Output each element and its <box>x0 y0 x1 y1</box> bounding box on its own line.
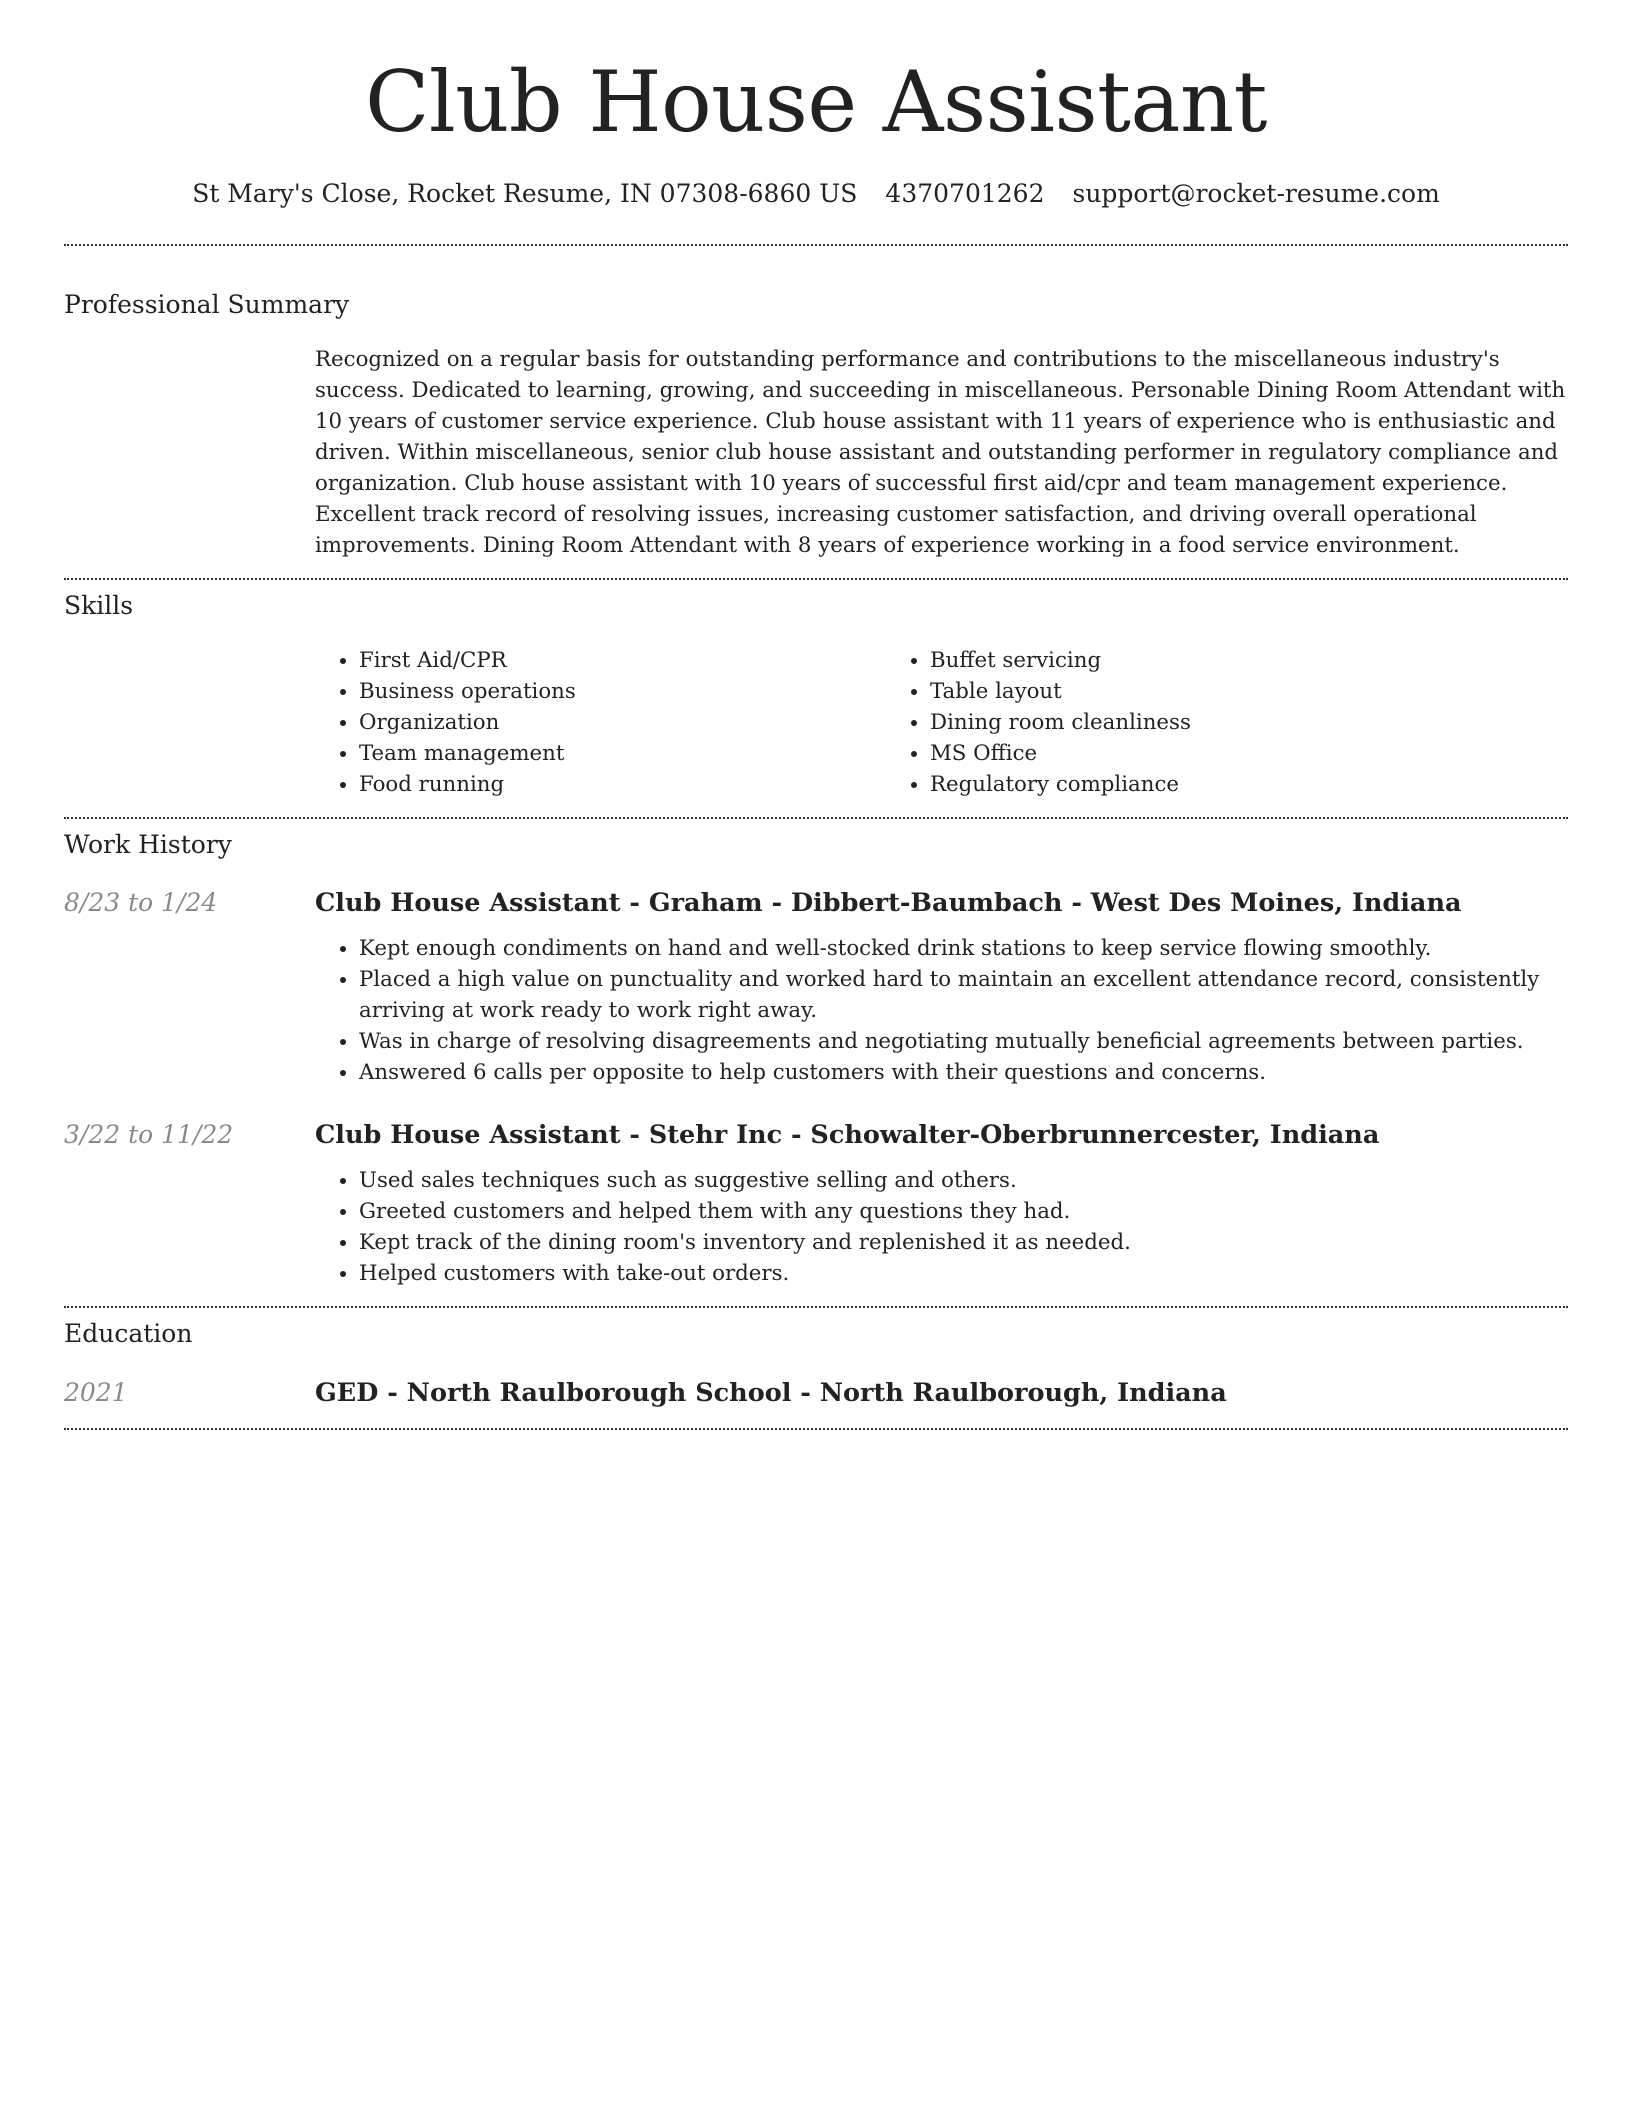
job-dates: 3/22 to 11/22 <box>64 1120 234 1149</box>
summary-section <box>64 289 1568 561</box>
resume-page <box>64 0 1568 1430</box>
skill-item: • First Aid/CPR <box>359 645 886 676</box>
skill-item: • Food running <box>359 769 886 800</box>
job-heading: Club House Assistant - Graham - Dibbert-Baumbach - West Des Moines, Indiana <box>315 888 1462 918</box>
divider <box>64 244 1568 246</box>
contact-phone: 4370701262 <box>885 179 1045 208</box>
divider <box>64 817 1568 819</box>
skill-item: • Dining room cleanliness <box>930 707 1568 738</box>
job-bullet: • Answered 6 calls per opposite to help customers with their questions and concerns. <box>359 1057 1568 1088</box>
skills-lists <box>315 645 1568 800</box>
skills-spacer <box>64 645 315 800</box>
divider <box>64 1306 1568 1308</box>
job-heading: Club House Assistant - Stehr Inc - Schowalter-Oberbrunnercester, Indiana <box>315 1120 1380 1150</box>
education-section <box>64 1318 1568 1409</box>
divider <box>64 1428 1568 1430</box>
skill-item: • MS Office <box>930 738 1568 769</box>
job-bullet: • Kept enough condiments on hand and well-stocked drink stations to keep service flowing smoothly. <box>359 933 1568 964</box>
job-entry <box>64 1119 1568 1289</box>
job-dates: 8/23 to 1/24 <box>64 888 218 917</box>
job-bullet: • Used sales techniques such as suggestive selling and others. <box>359 1165 1568 1196</box>
job-entry <box>64 887 1568 1088</box>
skill-item: • Buffet servicing <box>930 645 1568 676</box>
education-year: 2021 <box>64 1378 128 1407</box>
summary-row <box>64 344 1568 561</box>
summary-spacer <box>64 344 315 561</box>
skill-item: • Regulatory compliance <box>930 769 1568 800</box>
job-bullet: • Greeted customers and helped them with any questions they had. <box>359 1196 1568 1227</box>
section-title-summary: Professional Summary <box>64 290 350 319</box>
skill-item: • Business operations <box>359 676 886 707</box>
skills-column-1 <box>315 645 886 800</box>
education-entry <box>64 1377 1568 1409</box>
skill-item: • Team management <box>359 738 886 769</box>
section-title-education: Education <box>64 1319 193 1348</box>
job-bullet: • Helped customers with take-out orders. <box>359 1258 1568 1289</box>
job-bullet: • Placed a high value on punctuality and worked hard to maintain an excellent attendance record, consistently arriving at work ready to work right away. <box>359 964 1568 1026</box>
summary-text: Recognized on a regular basis for outstanding performance and contributions to the miscellaneous industry's success. Dedicated to learning, growing, and succeeding in miscellaneous. Personable Dining Room Attendant with 10 years of customer service experience. Club house assistant with 11 years of experience who is enthusiastic and driven. Within miscellaneous, senior club house assistant and outstanding performer in regulatory compliance and organization. Club house assistant with 10 years of successful first aid/cpr and team management experience. Excellent track record of resolving issues, increasing customer satisfaction, and driving overall operational improvements. Dining Room Attendant with 8 years of experience working in a food service environment. <box>315 347 1566 558</box>
summary-body <box>315 344 1568 561</box>
job-details <box>315 887 1568 1088</box>
candidate-name: Club House Assistant <box>365 53 1267 151</box>
skills-column-2 <box>886 645 1568 800</box>
skills-section <box>64 590 1568 800</box>
section-title-work: Work History <box>64 830 232 859</box>
work-section <box>64 829 1568 1289</box>
job-bullets <box>315 1165 1568 1289</box>
contact-line <box>64 178 1568 210</box>
section-title-skills: Skills <box>64 591 134 620</box>
job-bullet: • Kept track of the dining room's inventory and replenished it as needed. <box>359 1227 1568 1258</box>
job-bullets <box>315 933 1568 1088</box>
skill-item: • Table layout <box>930 676 1568 707</box>
job-bullet: • Was in charge of resolving disagreements and negotiating mutually beneficial agreements between parties. <box>359 1026 1568 1057</box>
education-heading: GED - North Raulborough School - North Raulborough, Indiana <box>315 1378 1227 1408</box>
education-details <box>315 1377 1568 1409</box>
contact-address: St Mary's Close, Rocket Resume, IN 07308-6860 US <box>192 179 858 208</box>
job-details <box>315 1119 1568 1289</box>
divider <box>64 578 1568 580</box>
skill-item: • Organization <box>359 707 886 738</box>
contact-email: support@rocket-resume.com <box>1072 179 1440 208</box>
skills-row <box>64 645 1568 800</box>
